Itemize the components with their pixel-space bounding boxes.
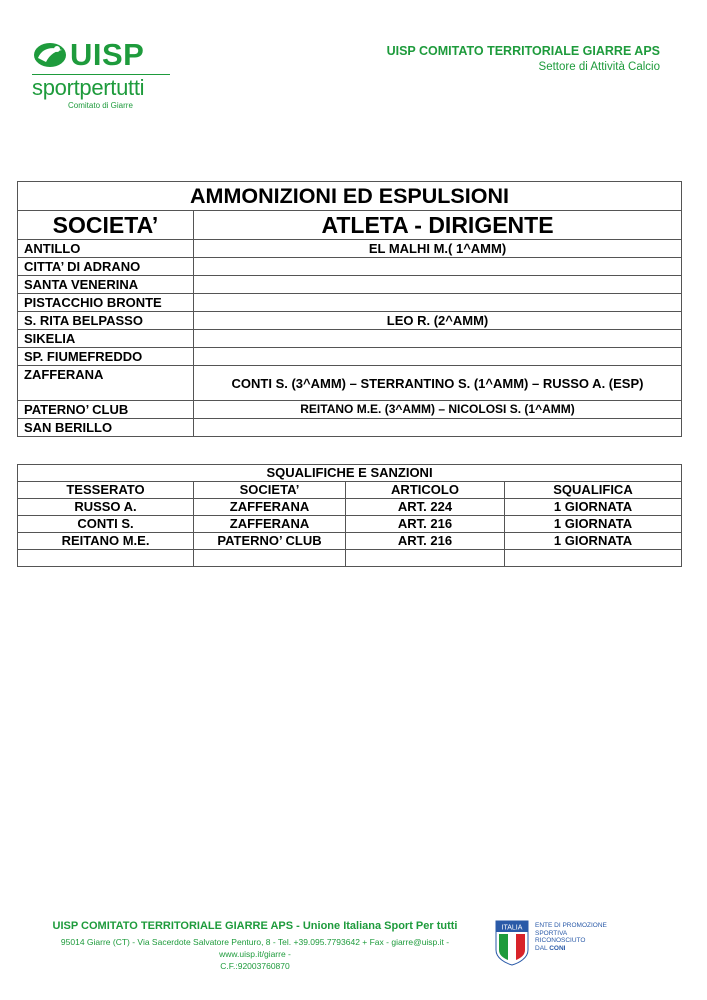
row-societa: PATERNO’ CLUB — [194, 533, 346, 550]
uisp-logo — [32, 37, 177, 125]
header-title: UISP COMITATO TERRITORIALE GIARRE APS — [386, 44, 660, 58]
logo-tagline: sportpertutti — [32, 75, 145, 100]
coni-line4b: CONI — [549, 944, 566, 952]
table-row — [18, 258, 682, 276]
row-societa: ZAFFERANA — [194, 516, 346, 533]
col-atleta: ATLETA - DIRIGENTE — [194, 211, 682, 240]
header — [387, 44, 660, 73]
row-articolo — [346, 550, 505, 567]
logo-sub: Comitato di Giarre — [68, 101, 133, 110]
coni-line2: SPORTIVA — [535, 929, 568, 937]
col-articolo: ARTICOLO — [346, 482, 505, 499]
table-row — [18, 240, 682, 258]
row-societa: CITTA’ DI ADRANO — [18, 258, 194, 276]
table-row — [18, 516, 682, 533]
col-societa: SOCIETA’ — [194, 482, 346, 499]
logo-brand: UISP — [70, 37, 145, 72]
row-tesserato: RUSSO A. — [18, 499, 194, 516]
footer — [30, 920, 480, 972]
footer-title: UISP COMITATO TERRITORIALE GIARRE APS - Unione Italiana Sport Per tutti — [52, 920, 458, 932]
row-societa: SANTA VENERINA — [18, 276, 194, 294]
row-atleta: EL MALHI M.( 1^AMM) — [194, 240, 682, 258]
row-atleta: REITANO M.E. (3^AMM) – NICOLOSI S. (1^AMM) — [194, 401, 682, 419]
coni-line4a: DAL — [535, 944, 550, 952]
table-row — [18, 348, 682, 366]
ammonizioni-title: AMMONIZIONI ED ESPULSIONI — [18, 182, 682, 211]
table-row — [18, 312, 682, 330]
col-tesserato: TESSERATO — [18, 482, 194, 499]
table-row — [18, 533, 682, 550]
col-societa: SOCIETA’ — [18, 211, 194, 240]
row-societa: SIKELIA — [18, 330, 194, 348]
table-row — [18, 276, 682, 294]
table-row — [18, 366, 682, 401]
coni-text — [535, 922, 607, 966]
coni-line3: RICONOSCIUTO — [535, 937, 586, 944]
row-atleta — [194, 348, 682, 366]
row-tesserato — [18, 550, 194, 567]
row-atleta — [194, 419, 682, 437]
row-atleta: CONTI S. (3^AMM) – STERRANTINO S. (1^AMM) – RUSSO A. (ESP) — [194, 366, 682, 401]
table-row — [18, 499, 682, 516]
row-articolo: ART. 224 — [346, 499, 505, 516]
table-row — [18, 330, 682, 348]
footer-cf: C.F.:92003760870 — [220, 961, 290, 971]
table-row — [18, 550, 682, 567]
row-squalifica — [505, 550, 682, 567]
row-societa — [194, 550, 346, 567]
row-atleta — [194, 294, 682, 312]
table-row — [18, 294, 682, 312]
row-societa: SP. FIUMEFREDDO — [18, 348, 194, 366]
row-squalifica: 1 GIORNATA — [505, 499, 682, 516]
row-societa: PISTACCHIO BRONTE — [18, 294, 194, 312]
row-societa: ZAFFERANA — [194, 499, 346, 516]
row-societa: ZAFFERANA — [18, 366, 194, 401]
row-squalifica: 1 GIORNATA — [505, 533, 682, 550]
row-tesserato: CONTI S. — [18, 516, 194, 533]
squalifiche-title: SQUALIFICHE E SANZIONI — [18, 465, 682, 482]
squalifiche-table — [17, 464, 682, 567]
table-row — [18, 419, 682, 437]
row-articolo: ART. 216 — [346, 516, 505, 533]
coni-line1: ENTE DI PROMOZIONE — [535, 922, 607, 929]
row-societa: PATERNO’ CLUB — [18, 401, 194, 419]
row-atleta — [194, 330, 682, 348]
col-squalifica: SQUALIFICA — [505, 482, 682, 499]
uisp-mark-icon — [32, 40, 68, 70]
row-societa: SAN BERILLO — [18, 419, 194, 437]
italia-label: ITALIA — [501, 924, 523, 932]
row-tesserato: REITANO M.E. — [18, 533, 194, 550]
table-row — [18, 401, 682, 419]
row-societa: S. RITA BELPASSO — [18, 312, 194, 330]
row-atleta — [194, 258, 682, 276]
row-societa: ANTILLO — [18, 240, 194, 258]
italia-shield-icon — [495, 920, 529, 966]
footer-address: 95014 Giarre (CT) - Via Sacerdote Salvatore Penturo, 8 - Tel. +39.095.7793642 + Fax - giarre@uisp.it - www.uisp.it/giarre - — [60, 937, 450, 959]
coni-badge — [495, 920, 607, 966]
row-atleta — [194, 276, 682, 294]
row-articolo: ART. 216 — [346, 533, 505, 550]
row-squalifica: 1 GIORNATA — [505, 516, 682, 533]
ammonizioni-table — [17, 181, 682, 437]
row-atleta: LEO R. (2^AMM) — [194, 312, 682, 330]
header-subtitle: Settore di Attività Calcio — [538, 61, 660, 73]
